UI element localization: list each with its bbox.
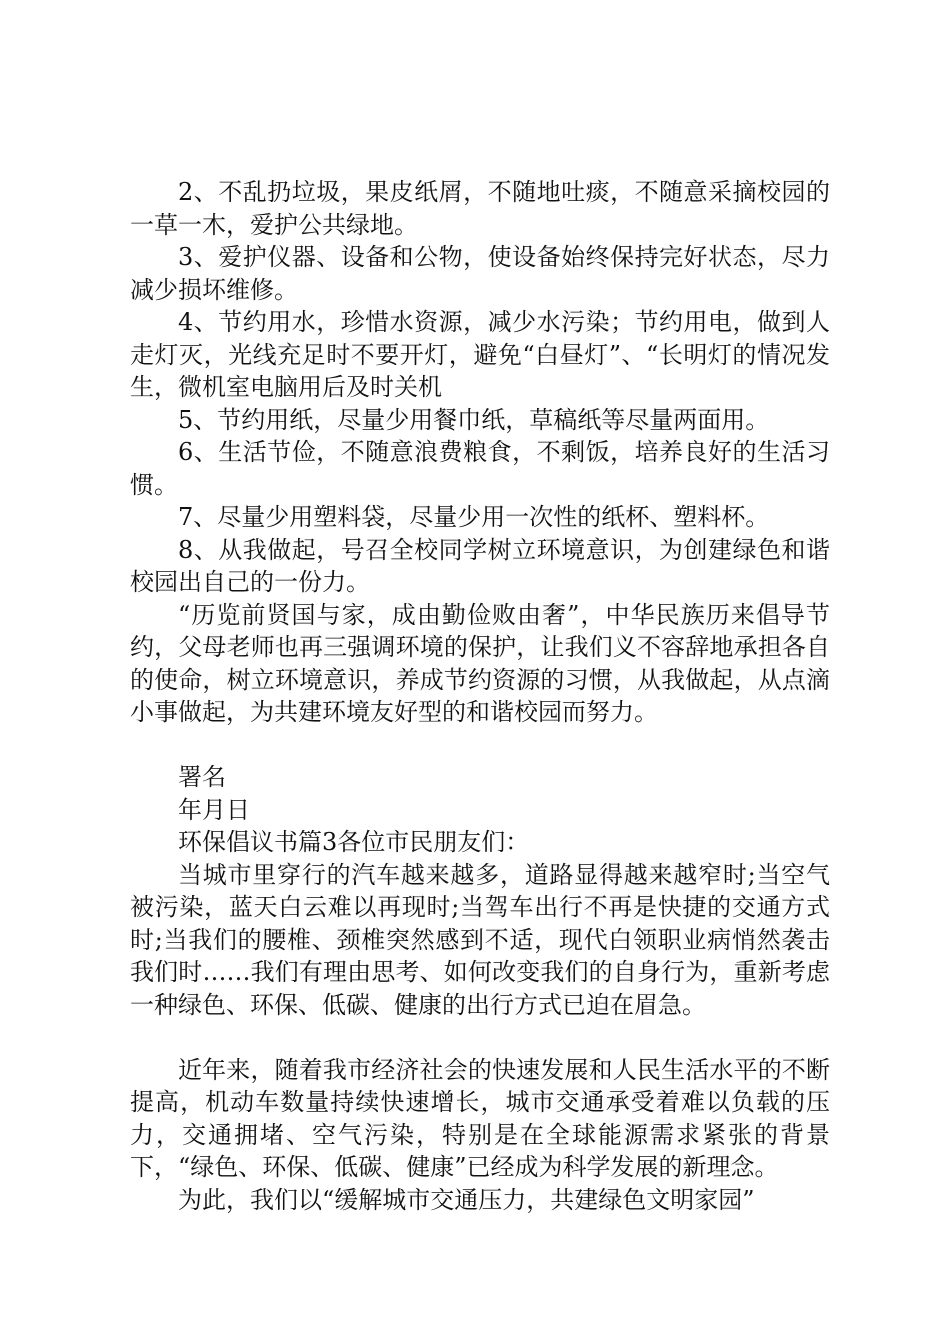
signature: 署名 <box>178 763 226 791</box>
paragraph-item-5: 5、节约用纸，尽量少用餐巾纸，草稿纸等尽量两面用。 <box>178 405 770 434</box>
blank-line <box>130 729 830 762</box>
paragraph-quote: “历览前贤国与家，成由勤俭败由奢”，中华民族历来倡导节约，父母老师也再三强调环境的保护，让我们义不容辞地承担各自的使命，树立环境意识，养成节约资源的习惯，从我做起，从点滴小事做起，为共建环境友好型的和谐校园而努力。 <box>130 600 830 726</box>
paragraph-item-4: 4、节约用水，珍惜水资源，减少水污染；节约用电，做到人走灯灭，光线充足时不要开灯，避免“白昼灯”、“长明灯的情况发生，微机室电脑用后及时关机 <box>130 308 830 401</box>
paragraph-item-3: 3、爱护仪器、设备和公物，使设备始终保持完好状态，尽力减少损坏维修。 <box>130 243 830 304</box>
section-heading: 环保倡议书篇3各位市民朋友们： <box>178 828 530 856</box>
paragraph-item-6: 6、生活节俭，不随意浪费粮食，不剩饭，培养良好的生活习惯。 <box>130 438 830 499</box>
paragraph-traffic: 当城市里穿行的汽车越来越多，道路显得越来越窄时;当空气被污染，蓝天白云难以再现时;当驾车出行不再是快捷的交通方式时;当我们的腰椎、颈椎突然感到不适，现代白领职业病悄然袭击我们时……我们有理由思考、如何改变我们的自身行为，重新考虑一种绿色、环保、低碳、健康的出行方式已迫在眉急。 <box>130 860 830 1019</box>
paragraph-recent-years: 近年来，随着我市经济社会的快速发展和人民生活水平的不断提高，机动车数量持续快速增长，城市交通承受着难以负载的压力，交通拥堵、空气污染，特别是在全球能源需求紧张的背景下，“绿色、环保、低碳、健康”已经成为科学发展的新理念。 <box>130 1055 830 1181</box>
paragraph-item-8: 8、从我做起，号召全校同学树立环境意识，为创建绿色和谐校园出自己的一份力。 <box>130 535 830 596</box>
blank-line <box>130 1021 830 1054</box>
paragraph-therefore: 为此，我们以“缓解城市交通压力，共建绿色文明家园” <box>178 1185 755 1214</box>
document-page <box>130 176 830 1216</box>
date-line: 年月日 <box>178 795 250 824</box>
paragraph-item-2: 2、不乱扔垃圾，果皮纸屑，不随地吐痰，不随意采摘校园的一草一木，爱护公共绿地。 <box>130 178 830 239</box>
paragraph-item-7: 7、尽量少用塑料袋，尽量少用一次性的纸杯、塑料杯。 <box>178 503 770 531</box>
